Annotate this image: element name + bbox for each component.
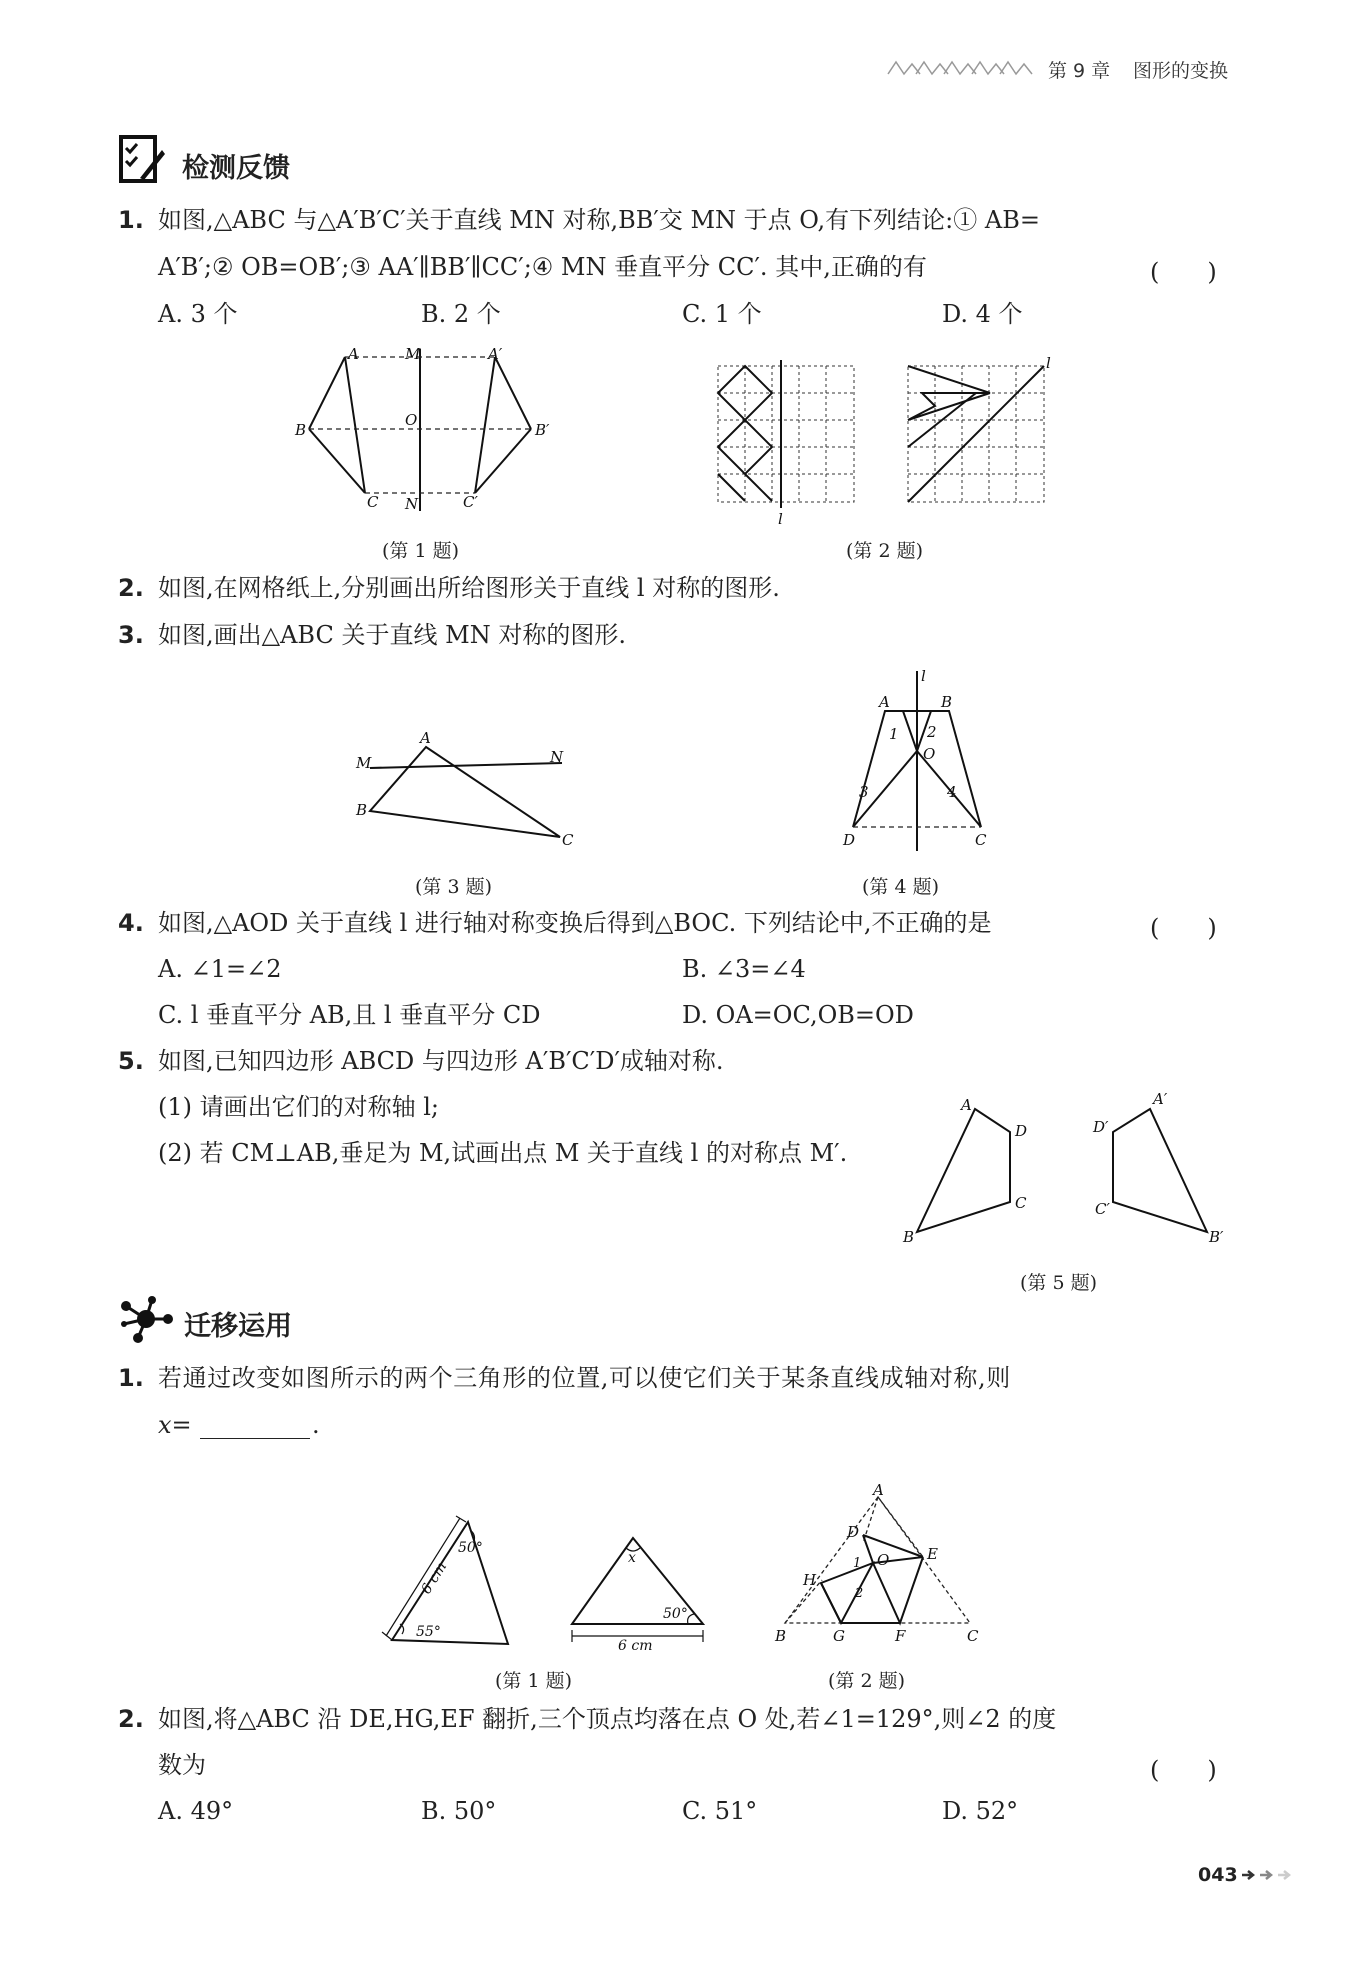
label-b: B — [903, 1228, 915, 1246]
figure-caption: (第 4 题) — [862, 876, 939, 898]
section-title-feedback: 检测反馈 — [182, 153, 290, 184]
answer-blank: ( ) — [1150, 914, 1217, 942]
question-number: 1. — [118, 1364, 144, 1392]
label-c: C — [562, 831, 574, 849]
label-l: l — [921, 667, 926, 685]
figure-q4 — [835, 667, 985, 857]
angle-label: 50° — [458, 1540, 483, 1556]
option-a: A. 3 个 — [158, 300, 238, 328]
label-o: O — [405, 411, 418, 429]
question-number: 1. — [118, 206, 144, 234]
option-d: D. 4 个 — [942, 300, 1023, 328]
label-1: 1 — [889, 725, 899, 743]
option-c: C. 1 个 — [682, 300, 762, 328]
label-m: M — [356, 754, 372, 772]
label-f: F — [895, 1627, 906, 1645]
answer-prefix: x= — [158, 1411, 192, 1439]
figure-transfer-q2 — [775, 1481, 990, 1653]
label-h: H — [803, 1571, 817, 1589]
label-d: D — [847, 1523, 860, 1541]
option-b: B. 2 个 — [421, 300, 501, 328]
figure-caption: (第 1 题) — [495, 1670, 572, 1692]
label-c: C — [367, 493, 379, 511]
side-label: 6 cm — [418, 1559, 451, 1598]
figure-caption: (第 3 题) — [415, 876, 492, 898]
figure-q5 — [895, 1092, 1235, 1252]
figure-q1 — [295, 345, 565, 515]
label-a: A — [961, 1096, 972, 1114]
label-c: C — [967, 1627, 979, 1645]
label-a-prime: A′ — [1153, 1090, 1168, 1108]
label-b: B — [941, 693, 953, 711]
chapter-title: 图形的变换 — [1133, 60, 1229, 82]
label-b-prime: B′ — [1209, 1228, 1224, 1246]
figure-caption: (第 2 题) — [828, 1670, 905, 1692]
side-label: 6 cm — [618, 1638, 653, 1654]
label-o: O — [877, 1551, 890, 1569]
answer-blank: ( ) — [1150, 258, 1217, 286]
fill-in-blank — [200, 1438, 310, 1439]
question-text: 数为 — [158, 1751, 206, 1779]
option-a: A. ∠1=∠2 — [158, 955, 282, 983]
page-number: 043 — [1198, 1864, 1238, 1886]
option-d: D. OA=OC,OB=OD — [682, 1001, 914, 1029]
unknown-angle-label: x — [628, 1550, 636, 1566]
question-number: 3. — [118, 621, 144, 649]
option-c: C. 51° — [682, 1797, 758, 1825]
question-number: 4. — [118, 909, 144, 937]
label-d: D — [843, 831, 856, 849]
checklist-icon — [118, 134, 166, 190]
label-a-prime: A′ — [488, 345, 503, 363]
label-l: l — [778, 510, 783, 528]
label-3: 3 — [859, 783, 869, 801]
figure-q2 — [710, 354, 1051, 528]
question-text: 如图,画出△ABC 关于直线 MN 对称的图形. — [158, 621, 626, 649]
question-number: 5. — [118, 1047, 144, 1075]
sub-question: (1) 请画出它们的对称轴 l; — [158, 1093, 440, 1121]
figure-transfer-q1 — [378, 1512, 708, 1652]
figure-q3 — [352, 725, 592, 855]
answer-suffix: . — [312, 1411, 320, 1439]
question-text: 如图,△ABC 与△A′B′C′关于直线 MN 对称,BB′交 MN 于点 O,有下列结论:① AB= — [158, 206, 1040, 234]
question-number: 2. — [118, 574, 144, 602]
label-d-prime: D′ — [1093, 1118, 1109, 1136]
figure-caption: (第 2 题) — [846, 540, 923, 562]
label-d: D — [1015, 1122, 1028, 1140]
option-d: D. 52° — [942, 1797, 1019, 1825]
label-l: l — [1046, 354, 1051, 372]
label-c: C — [975, 831, 987, 849]
label-2: 2 — [855, 1586, 864, 1601]
label-o: O — [923, 745, 936, 763]
arrow-icon — [1240, 1867, 1296, 1887]
question-number: 2. — [118, 1705, 144, 1733]
label-1: 1 — [853, 1556, 862, 1571]
question-text: 如图,已知四边形 ABCD 与四边形 A′B′C′D′成轴对称. — [158, 1047, 724, 1075]
question-text: 若通过改变如图所示的两个三角形的位置,可以使它们关于某条直线成轴对称,则 — [158, 1364, 1011, 1392]
label-2: 2 — [927, 723, 937, 741]
molecule-icon — [118, 1294, 174, 1348]
label-n: N — [405, 495, 419, 513]
figure-caption: (第 5 题) — [1020, 1272, 1097, 1294]
section-title-transfer: 迁移运用 — [184, 1311, 292, 1342]
label-a: A — [348, 345, 359, 363]
angle-label: 55° — [416, 1624, 441, 1640]
question-text: 如图,在网格纸上,分别画出所给图形关于直线 l 对称的图形. — [158, 574, 780, 602]
label-a: A — [879, 693, 890, 711]
question-text: 如图,将△ABC 沿 DE,HG,EF 翻折,三个顶点均落在点 O 处,若∠1=129°,则∠2 的度 — [158, 1705, 1057, 1733]
label-c-prime: C′ — [463, 493, 478, 511]
label-b-prime: B′ — [535, 421, 550, 439]
chapter-label: 第 9 章 — [1048, 60, 1111, 82]
option-b: B. 50° — [421, 1797, 497, 1825]
question-text: A′B′;② OB=OB′;③ AA′∥BB′∥CC′;④ MN 垂直平分 CC′. 其中,正确的有 — [158, 253, 927, 281]
answer-blank: ( ) — [1150, 1756, 1217, 1784]
label-g: G — [833, 1627, 845, 1645]
label-a: A — [873, 1481, 884, 1499]
label-b: B — [356, 801, 368, 819]
label-b: B — [775, 1627, 787, 1645]
option-c: C. l 垂直平分 AB,且 l 垂直平分 CD — [158, 1001, 541, 1029]
question-text: 如图,△AOD 关于直线 l 进行轴对称变换后得到△BOC. 下列结论中,不正确的是 — [158, 909, 992, 937]
sub-question: (2) 若 CM⊥AB,垂足为 M,试画出点 M 关于直线 l 的对称点 M′. — [158, 1139, 848, 1167]
option-b: B. ∠3=∠4 — [682, 955, 806, 983]
label-b: B — [295, 421, 307, 439]
label-c-prime: C′ — [1095, 1200, 1110, 1218]
label-m: M — [405, 345, 421, 363]
option-a: A. 49° — [158, 1797, 234, 1825]
label-c: C — [1015, 1194, 1027, 1212]
label-4: 4 — [947, 783, 957, 801]
figure-caption: (第 1 题) — [382, 540, 459, 562]
label-e: E — [927, 1545, 938, 1563]
label-n: N — [550, 748, 564, 766]
angle-label: 50° — [663, 1606, 688, 1622]
label-a: A — [420, 729, 431, 747]
header-decoration — [886, 56, 1036, 82]
